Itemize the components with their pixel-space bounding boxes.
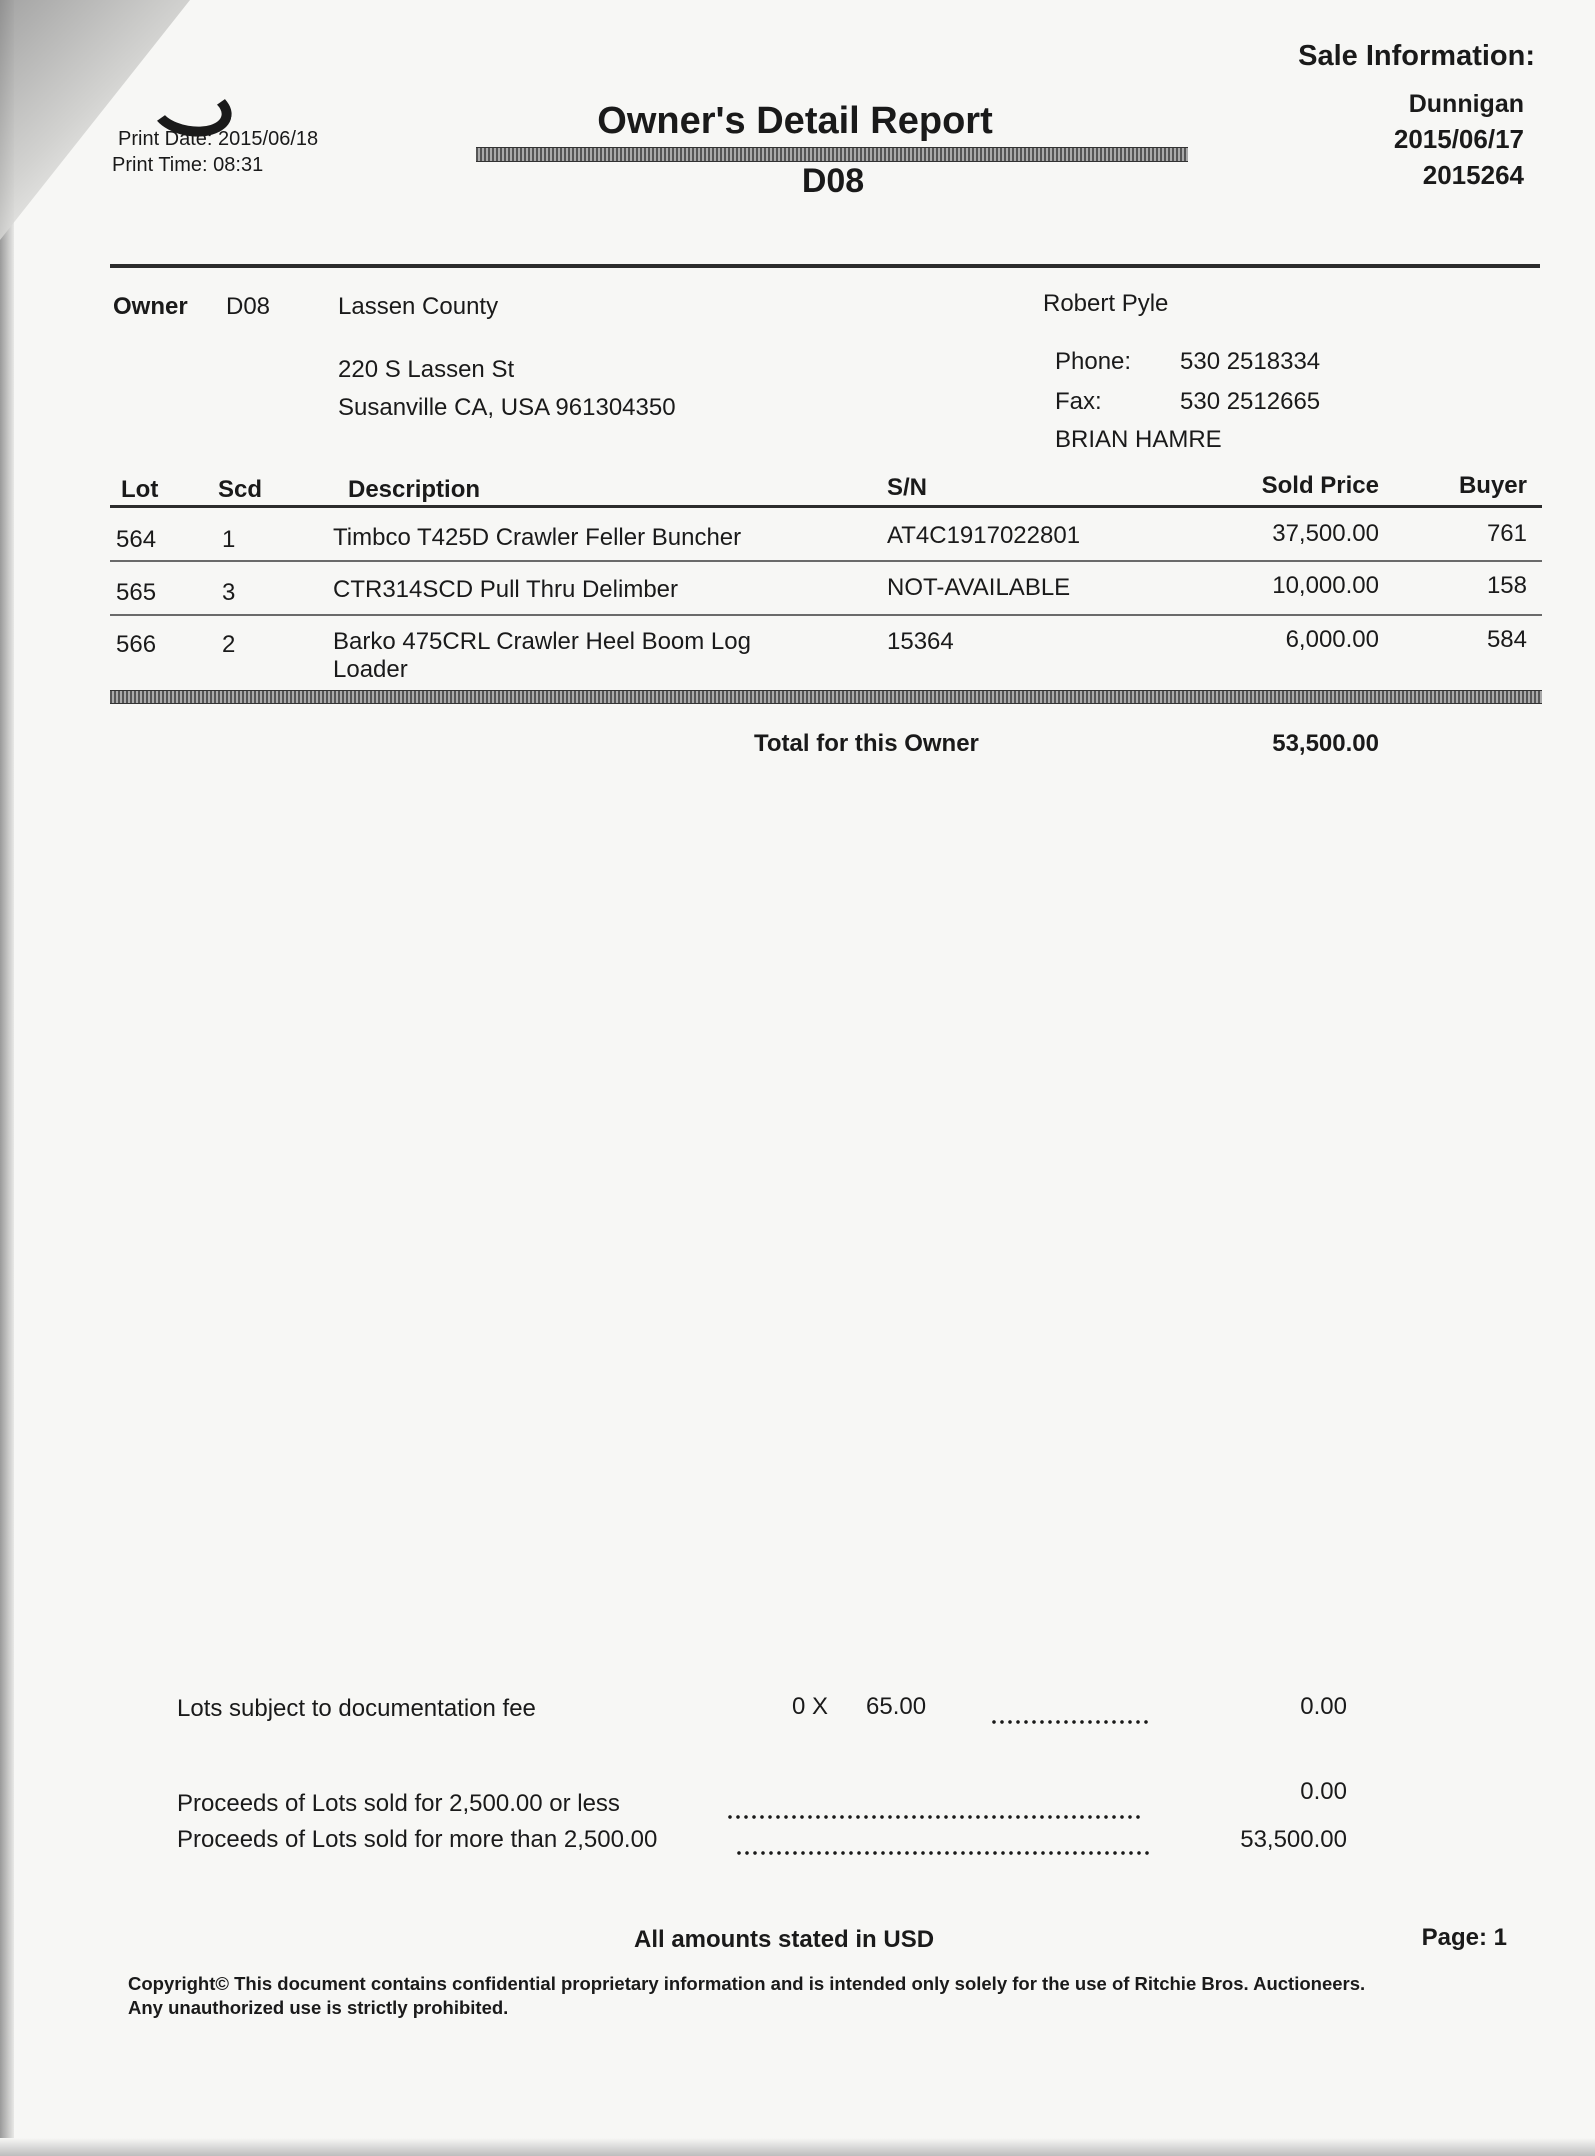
row-sn: 15364 (887, 628, 954, 655)
row-price: 6,000.00 (1285, 626, 1379, 653)
row-scd: 2 (222, 631, 236, 658)
owner-code: D08 (226, 293, 271, 320)
copyright-line2: Any unauthorized use is strictly prohibited. (128, 1997, 509, 2018)
col-description: Description (348, 476, 481, 503)
large-lots-amount: 53,500.00 (1240, 1826, 1347, 1853)
total-value: 53,500.00 (1272, 730, 1379, 757)
report-title: Owner's Detail Report (597, 100, 993, 142)
col-buyer: Buyer (1458, 472, 1527, 499)
small-lots-amount: 0.00 (1300, 1778, 1347, 1805)
sale-location: Dunnigan (1408, 90, 1524, 118)
phone-value: 530 2518334 (1180, 348, 1321, 375)
row-lot: 565 (116, 579, 157, 606)
row-scd: 1 (222, 526, 236, 553)
col-lot: Lot (121, 476, 159, 503)
print-time-value: 08:31 (213, 154, 264, 176)
doc-fee-label: Lots subject to documentation fee (177, 1695, 536, 1722)
row-sn: AT4C1917022801 (887, 522, 1081, 549)
col-sn: S/N (887, 474, 928, 501)
title-bar (476, 147, 1188, 162)
owner-name: Lassen County (338, 293, 499, 320)
print-time (112, 154, 263, 177)
currency-note: All amounts stated in USD (634, 1926, 935, 1953)
table-footer-bar (110, 690, 1542, 704)
leader-dots (735, 1851, 1153, 1855)
print-date-value: 2015/06/18 (218, 128, 319, 150)
row-price: 10,000.00 (1272, 572, 1379, 599)
print-date (118, 128, 318, 151)
print-time-label: Print Time: (112, 154, 208, 176)
sales-rep: BRIAN HAMRE (1055, 426, 1222, 453)
doc-fee-rate: 65.00 (866, 1693, 927, 1720)
phone-label: Phone: (1055, 348, 1132, 375)
report-owner-code: D08 (801, 162, 865, 200)
row-description: Barko 475CRL Crawler Heel Boom Log (333, 628, 751, 655)
row-lot: 564 (116, 526, 157, 553)
sale-info-label: Sale Information: (1298, 40, 1535, 72)
large-lots-label: Proceeds of Lots sold for more than 2,500.00 (177, 1826, 658, 1853)
leader-dots (990, 1720, 1150, 1724)
owner-contact: Robert Pyle (1043, 290, 1169, 317)
row-buyer: 158 (1486, 572, 1527, 599)
owner-address-line1: 220 S Lassen St (338, 356, 515, 383)
print-date-label: Print Date: (118, 128, 213, 150)
row-description-cont: Loader (333, 656, 408, 683)
row-lot: 566 (116, 631, 157, 658)
row-scd: 3 (222, 579, 236, 606)
leader-dots (726, 1815, 1140, 1819)
col-sold-price: Sold Price (1261, 472, 1379, 499)
sale-number: 2015264 (1422, 160, 1524, 190)
row-divider (110, 614, 1542, 616)
owner-label: Owner (113, 293, 188, 320)
row-buyer: 761 (1486, 520, 1527, 547)
fax-label: Fax: (1055, 388, 1102, 415)
col-scd: Scd (218, 476, 263, 503)
row-divider (110, 560, 1542, 562)
total-label: Total for this Owner (754, 730, 979, 757)
row-description: Timbco T425D Crawler Feller Buncher (333, 524, 742, 551)
doc-fee-count: 0 X (792, 1693, 829, 1720)
row-price: 37,500.00 (1272, 520, 1379, 547)
row-buyer: 584 (1486, 626, 1527, 653)
sale-date: 2015/06/17 (1393, 124, 1524, 154)
doc-fee-amount: 0.00 (1300, 1693, 1347, 1720)
page-number: Page: 1 (1421, 1924, 1507, 1951)
owner-address-line2: Susanville CA, USA 961304350 (338, 394, 676, 421)
scan-edge-shadow (0, 0, 14, 2156)
table-header-rule (110, 505, 1542, 508)
copyright-line1: Copyright© This document contains confidential proprietary information and is intended only solely for the use of Ritchie Bros. Auctioneers. (128, 1973, 1366, 1994)
row-description: CTR314SCD Pull Thru Delimber (333, 576, 678, 603)
small-lots-label: Proceeds of Lots sold for 2,500.00 or less (177, 1790, 620, 1817)
fax-value: 530 2512665 (1180, 388, 1321, 415)
scan-bottom-edge (0, 2138, 1595, 2156)
row-sn: NOT-AVAILABLE (887, 574, 1071, 601)
header-divider (110, 264, 1540, 268)
